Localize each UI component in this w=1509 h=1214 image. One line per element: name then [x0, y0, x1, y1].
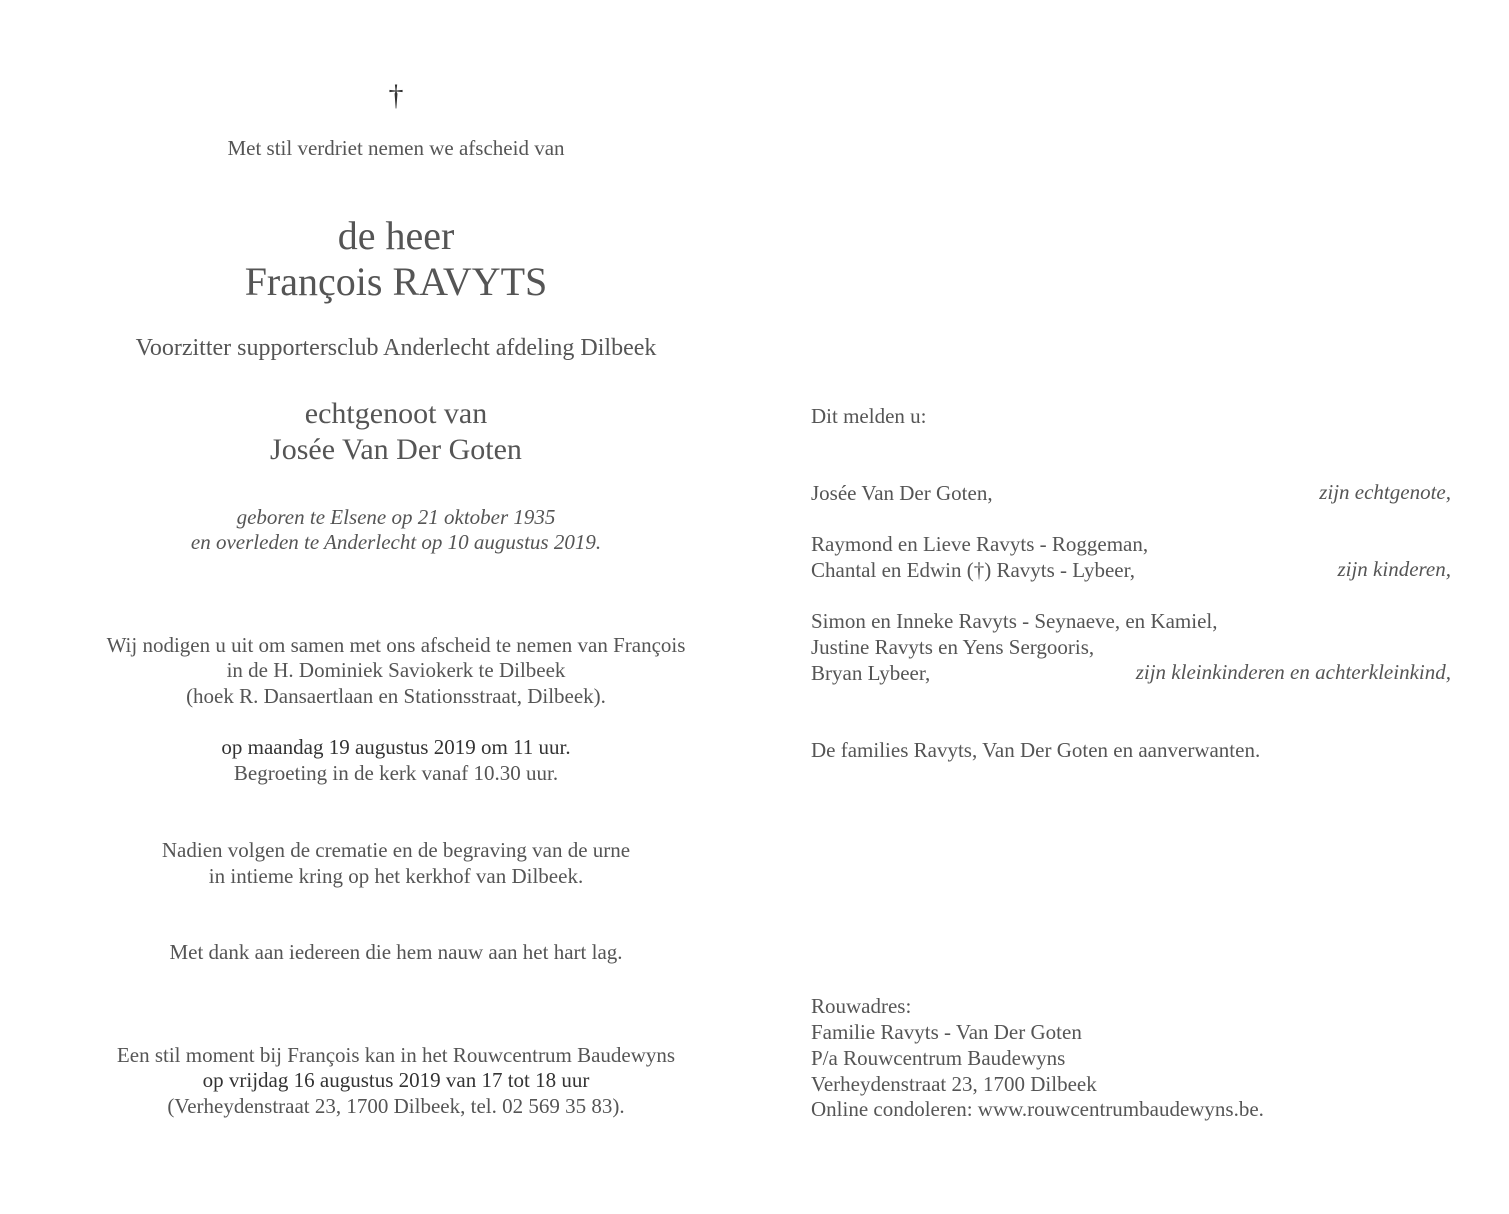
invitation-line: Wij nodigen u uit om samen met ons afscheid te nemen van François [106, 633, 686, 657]
thanks-text: Met dank aan iedereen die hem nauw aan het hart lag. [169, 940, 623, 964]
cremation-place: in intieme kring op het kerkhof van Dilbeek. [208, 864, 584, 888]
invitation-church: in de H. Dominiek Saviokerk te Dilbeek [226, 658, 566, 682]
children-role: zijn kinderen, [1337, 557, 1451, 581]
greeting-time: Begroeting in de kerk vanaf 10.30 uur. [233, 761, 559, 785]
birth-text: geboren te Elsene op 21 oktober 1935 [236, 505, 556, 529]
address-funeral-home: P/a Rouwcentrum Baudewyns [811, 1046, 1066, 1070]
service-date: op maandag 19 augustus 2019 om 11 uur. [221, 735, 571, 759]
cremation-line: Nadien volgen de crematie en de begraving van de urne [161, 838, 631, 862]
intro-text: Met stil verdriet nemen we afscheid van [227, 136, 565, 160]
moment-date: op vrijdag 16 augustus 2019 van 17 tot 18 uur [202, 1068, 590, 1092]
online-condolence: Online condoleren: www.rouwcentrumbaudewyns.be. [811, 1097, 1264, 1121]
children-entry-2: Chantal en Edwin (†) Ravyts - Lybeer, [811, 558, 1135, 582]
spouse-intro: echtgenoot van [304, 397, 488, 430]
announcement-heading: Dit melden u: [811, 404, 927, 428]
spouse-entry: Josée Van Der Goten, [811, 481, 993, 505]
grandchildren-entry-3: Bryan Lybeer, [811, 661, 931, 685]
function-text: Voorzitter supportersclub Anderlecht afdeling Dilbeek [135, 335, 657, 361]
deceased-name: François RAVYTS [244, 259, 548, 304]
title-honorific: de heer [337, 213, 455, 258]
moment-address: (Verheydenstraat 23, 1700 Dilbeek, tel. 02 569 35 83). [167, 1094, 625, 1118]
address-label: Rouwadres: [811, 994, 912, 1018]
spouse-name: Josée Van Der Goten [270, 433, 522, 466]
cross-symbol: † [388, 79, 404, 112]
invitation-address: (hoek R. Dansaertlaan en Stationsstraat, Dilbeek). [186, 684, 606, 708]
address-family: Familie Ravyts - Van Der Goten [811, 1020, 1082, 1044]
children-entry-1: Raymond en Lieve Ravyts - Roggeman, [811, 532, 1149, 556]
grandchildren-entry-1: Simon en Inneke Ravyts - Seynaeve, en Kamiel, [811, 609, 1218, 633]
families-text: De families Ravyts, Van Der Goten en aanverwanten. [811, 738, 1261, 762]
grandchildren-role: zijn kleinkinderen en achterkleinkind, [1135, 660, 1451, 684]
spouse-role: zijn echtgenote, [1319, 480, 1451, 504]
grandchildren-entry-2: Justine Ravyts en Yens Sergooris, [811, 635, 1095, 659]
death-text: en overleden te Anderlecht op 10 augustus 2019. [190, 530, 602, 554]
address-street: Verheydenstraat 23, 1700 Dilbeek [811, 1072, 1097, 1096]
moment-line: Een stil moment bij François kan in het Rouwcentrum Baudewyns [116, 1043, 676, 1067]
